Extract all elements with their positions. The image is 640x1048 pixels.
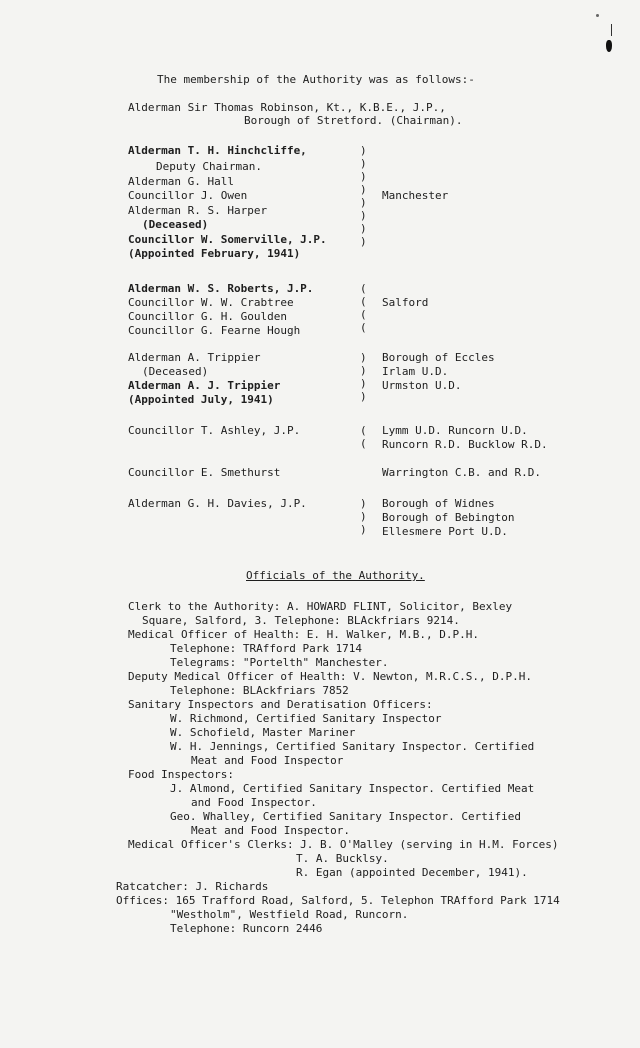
- officials-line: Meat and Food Inspector.: [191, 824, 350, 837]
- area-label: Urmston U.D.: [382, 379, 462, 392]
- officials-line: W. H. Jennings, Certified Sanitary Inspector. Certified: [170, 740, 535, 753]
- bracket-column: ( ( ( (: [360, 282, 367, 334]
- area-label: Salford: [382, 296, 429, 309]
- officials-line: Food Inspectors:: [128, 768, 234, 781]
- member-line: Alderman G. H. Davies, J.P.: [128, 497, 307, 510]
- member-line: Deputy Chairman.: [156, 160, 262, 173]
- officials-line: Geo. Whalley, Certified Sanitary Inspector. Certified: [170, 810, 521, 823]
- member-line: Alderman R. S. Harper: [128, 204, 268, 217]
- officials-line: T. A. Bucklsy.: [296, 852, 389, 865]
- officials-line: Meat and Food Inspector: [191, 754, 344, 767]
- area-label: Borough of Bebington: [382, 511, 515, 524]
- officials-line: Ratcatcher: J. Richards: [116, 880, 269, 893]
- area-label: Irlam U.D.: [382, 365, 449, 378]
- member-line: (Deceased): [142, 218, 209, 231]
- member-line: (Appointed February, 1941): [128, 247, 301, 260]
- officials-line: W. Schofield, Master Mariner: [170, 726, 356, 739]
- area-label: Lymm U.D. Runcorn U.D.: [382, 424, 528, 437]
- member-line: Councillor E. Smethurst: [128, 466, 281, 479]
- member-line: Alderman A. Trippier: [128, 351, 261, 364]
- officials-line: Sanitary Inspectors and Deratisation Officers:: [128, 698, 433, 711]
- member-line: (Appointed July, 1941): [128, 393, 274, 406]
- officials-line: R. Egan (appointed December, 1941).: [296, 866, 528, 879]
- member-line: Alderman A. J. Trippier: [128, 379, 281, 392]
- chairman-line: Alderman Sir Thomas Robinson, Kt., K.B.E., J.P.,: [128, 101, 446, 114]
- officials-line: Deputy Medical Officer of Health: V. Newton, M.R.C.S., D.P.H.: [128, 670, 532, 683]
- officials-line: Telegrams: "Portelth" Manchester.: [170, 656, 389, 669]
- member-line: Alderman W. S. Roberts, J.P.: [128, 282, 314, 295]
- officials-line: Telephone: Runcorn 2446: [170, 922, 323, 935]
- member-line: Councillor W. W. Crabtree: [128, 296, 294, 309]
- intro-line: The membership of the Authority was as follows:-: [157, 73, 475, 86]
- bracket-column: ) ) ): [360, 497, 367, 536]
- officials-line: Medical Officer's Clerks: J. B. O'Malley (serving in H.M. Forces): [128, 838, 559, 851]
- chairman-borough-line: Borough of Stretford. (Chairman).: [244, 114, 463, 127]
- officials-line: and Food Inspector.: [191, 796, 317, 809]
- member-line: Councillor T. Ashley, J.P.: [128, 424, 301, 437]
- officials-line: Telephone: BLAckfriars 7852: [170, 684, 349, 697]
- officials-line: "Westholm", Westfield Road, Runcorn.: [170, 908, 409, 921]
- member-line: Councillor J. Owen: [128, 189, 248, 202]
- bracket-column: ( (: [360, 424, 367, 450]
- area-label: Manchester: [382, 189, 449, 202]
- area-label: Borough of Eccles: [382, 351, 495, 364]
- page-mark-stroke: [611, 24, 612, 36]
- bracket-column: ) ) ) ): [360, 351, 367, 403]
- area-label: Borough of Widnes: [382, 497, 495, 510]
- officials-line: J. Almond, Certified Sanitary Inspector. Certified Meat: [170, 782, 535, 795]
- member-line: Alderman T. H. Hinchcliffe,: [128, 144, 307, 157]
- area-label: Runcorn R.D. Bucklow R.D.: [382, 438, 548, 451]
- member-line: (Deceased): [142, 365, 209, 378]
- area-label: Ellesmere Port U.D.: [382, 525, 508, 538]
- member-line: Councillor W. Somerville, J.P.: [128, 233, 327, 246]
- officials-line: Square, Salford, 3. Telephone: BLAckfriars 9214.: [142, 614, 460, 627]
- member-line: Alderman G. Hall: [128, 175, 234, 188]
- officials-line: Clerk to the Authority: A. HOWARD FLINT, Solicitor, Bexley: [128, 600, 513, 613]
- officials-line: W. Richmond, Certified Sanitary Inspector: [170, 712, 442, 725]
- page-speck: [596, 14, 599, 17]
- officials-line: Medical Officer of Health: E. H. Walker, M.B., D.P.H.: [128, 628, 479, 641]
- officials-heading: Officials of the Authority.: [246, 569, 425, 582]
- area-label: Warrington C.B. and R.D.: [382, 466, 541, 479]
- member-line: Councillor G. Fearne Hough: [128, 324, 301, 337]
- officials-line: Offices: 165 Trafford Road, Salford, 5. Telephon TRAfford Park 1714: [116, 894, 560, 907]
- ink-blot: [606, 40, 612, 52]
- officials-line: Telephone: TRAfford Park 1714: [170, 642, 363, 655]
- member-line: Councillor G. H. Goulden: [128, 310, 287, 323]
- bracket-column: ) ) ) ) ) ) ) ): [360, 144, 367, 248]
